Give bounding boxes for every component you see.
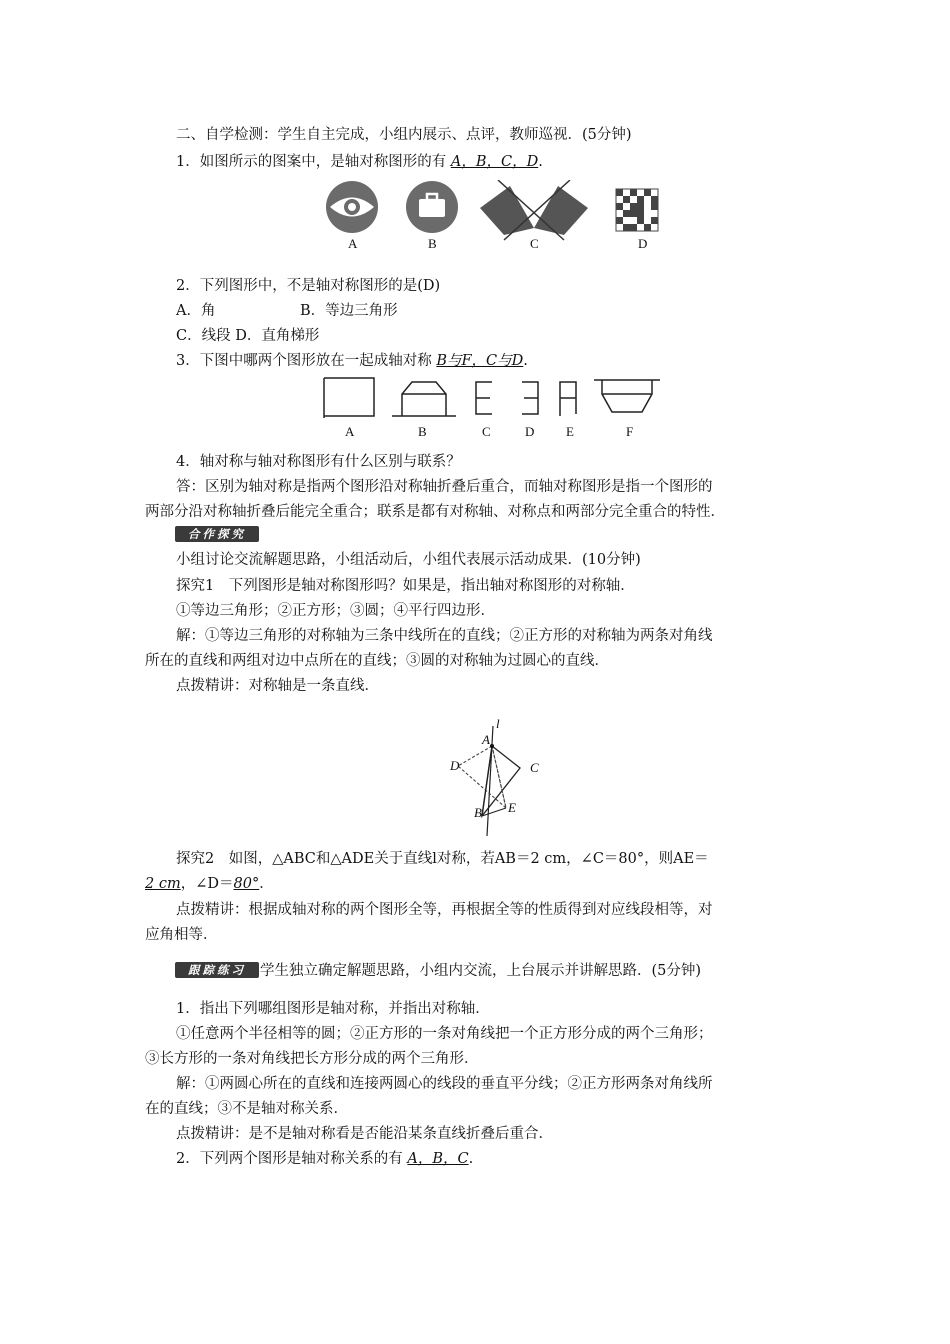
explore-2-tip-2: 应角相等．	[145, 927, 218, 943]
shape-label-c: C	[482, 424, 491, 439]
practice-intro: 学生独立确定解题思路，小组内交流，上台展示并讲解思路．(5分钟)	[260, 963, 702, 979]
label-l: l	[496, 716, 500, 731]
shape-label-a: A	[345, 424, 355, 439]
figure-label-a: A	[348, 236, 358, 251]
label-d: D	[450, 758, 460, 773]
practice-1-tip: 点拨精讲：是不是轴对称看是否能沿某条直线折叠后重合．	[176, 1126, 553, 1142]
crossed-flags-icon	[480, 180, 588, 240]
practice-1-items-1: ①任意两个半径相等的圆；②正方形的一条对角线把一个正方形分成的两个三角形；	[176, 1026, 713, 1042]
practice-1-solution-1: 解：①两圆心所在的直线和连接两圆心的线段的垂直平分线；②正方形两条对角线所	[176, 1076, 713, 1092]
briefcase-icon	[406, 181, 458, 233]
shape-label-f: F	[626, 424, 634, 439]
question-2-option-b: B．等边三角形	[300, 303, 398, 319]
explore-1-tip: 点拨精讲：对称轴是一条直线．	[176, 678, 379, 694]
practice-2-answer: A，B，C	[407, 1151, 469, 1167]
label-e: E	[508, 800, 516, 815]
question-3	[176, 351, 528, 371]
practice-2-text: 2．下列两个图形是轴对称关系的有	[176, 1151, 403, 1167]
shape-label-b: B	[418, 424, 427, 439]
figure-label-c: C	[530, 236, 539, 251]
question-1-end: .	[538, 154, 543, 170]
cooperation-intro: 小组讨论交流解题思路，小组活动后，小组代表展示活动成果．(10分钟)	[176, 552, 641, 568]
question-3-end: .	[523, 353, 528, 369]
question-3-answer: B与F，C与D	[436, 353, 524, 369]
section-heading: 二、自学检测：学生自主完成，小组内展示、点评，教师巡视．(5分钟)	[176, 127, 632, 143]
shape-c	[476, 382, 492, 414]
question-4: 4．轴对称与轴对称图形有什么区别与联系？	[176, 454, 461, 470]
explore-2-answer-2: 80°	[233, 876, 260, 892]
question-4-answer-1: 答：区别为轴对称是指两个图形沿对称轴折叠后重合，而轴对称图形是指一个图形的	[176, 479, 713, 495]
label-a: A	[482, 732, 490, 747]
shape-f	[594, 380, 660, 412]
label-b: B	[474, 805, 482, 820]
shape-b	[392, 382, 456, 416]
question-2-option-a: A．角	[176, 303, 216, 319]
explore-2-line-1: 探究2 如图，△ABC和△ADE关于直线l对称，若AB＝2 cm，∠C＝80°，则AE＝	[176, 851, 709, 867]
practice-1-solution-2: 在的直线；③不是轴对称关系．	[145, 1101, 348, 1117]
question-1-answer: A，B，C，D	[450, 154, 539, 170]
question-2: 2．下列图形中，不是轴对称图形的是(D)	[176, 278, 441, 294]
figure-label-b: B	[428, 236, 437, 251]
explore-2-end: ．	[259, 876, 274, 892]
question-2-options-cd: C．线段 D．直角梯形	[176, 328, 320, 344]
practice-badge: 跟踪练习	[175, 962, 259, 978]
practice-2	[176, 1149, 473, 1169]
shape-label-d: D	[525, 424, 535, 439]
practice-2-end: .	[468, 1151, 474, 1167]
explore-1-items: ①等边三角形；②正方形；③圆；④平行四边形．	[176, 603, 495, 619]
shape-label-e: E	[566, 424, 574, 439]
question-1-text: 1．如图所示的图案中，是轴对称图形的有	[176, 154, 447, 170]
question-4-answer-2: 两部分沿对称轴折叠后能完全重合；联系是都有对称轴、对称点和两部分完全重合的特性．	[145, 504, 725, 520]
practice-1-title: 1．指出下列哪组图形是轴对称，并指出对称轴．	[176, 1001, 490, 1017]
explore-1-solution-1: 解：①等边三角形的对称轴为三条中线所在的直线；②正方形的对称轴为两条对角线	[176, 628, 713, 644]
question-1	[176, 152, 543, 172]
checkerboard-icon	[616, 189, 658, 231]
explore-2-tip-1: 点拨精讲：根据成轴对称的两个图形全等，再根据全等的性质得到对应线段相等，对	[176, 902, 713, 918]
figure-label-d: D	[638, 236, 648, 251]
question-3-text: 3．下图中哪两个图形放在一起成轴对称	[176, 353, 432, 369]
eye-icon	[326, 181, 378, 233]
shape-d	[522, 382, 538, 414]
shape-a	[324, 378, 374, 418]
symmetry-diagram	[440, 718, 550, 838]
practice-1-items-2: ③长方形的一条对角线把长方形分成的两个三角形．	[145, 1051, 479, 1067]
cooperation-badge: 合作探究	[175, 526, 259, 542]
explore-2-answer-1: 2 cm	[145, 876, 181, 892]
label-c: C	[530, 760, 539, 775]
explore-1-title: 探究1 下列图形是轴对称图形吗？如果是，指出轴对称图形的对称轴．	[176, 578, 635, 594]
explore-1-solution-2: 所在的直线和两组对边中点所在的直线；③圆的对称轴为过圆心的直线．	[145, 653, 609, 669]
question-3-figures	[320, 376, 670, 424]
shape-e	[560, 382, 576, 416]
explore-2-mid: ，∠D＝	[180, 876, 234, 892]
question-1-figures	[320, 180, 680, 250]
explore-2-line-2	[145, 874, 274, 894]
